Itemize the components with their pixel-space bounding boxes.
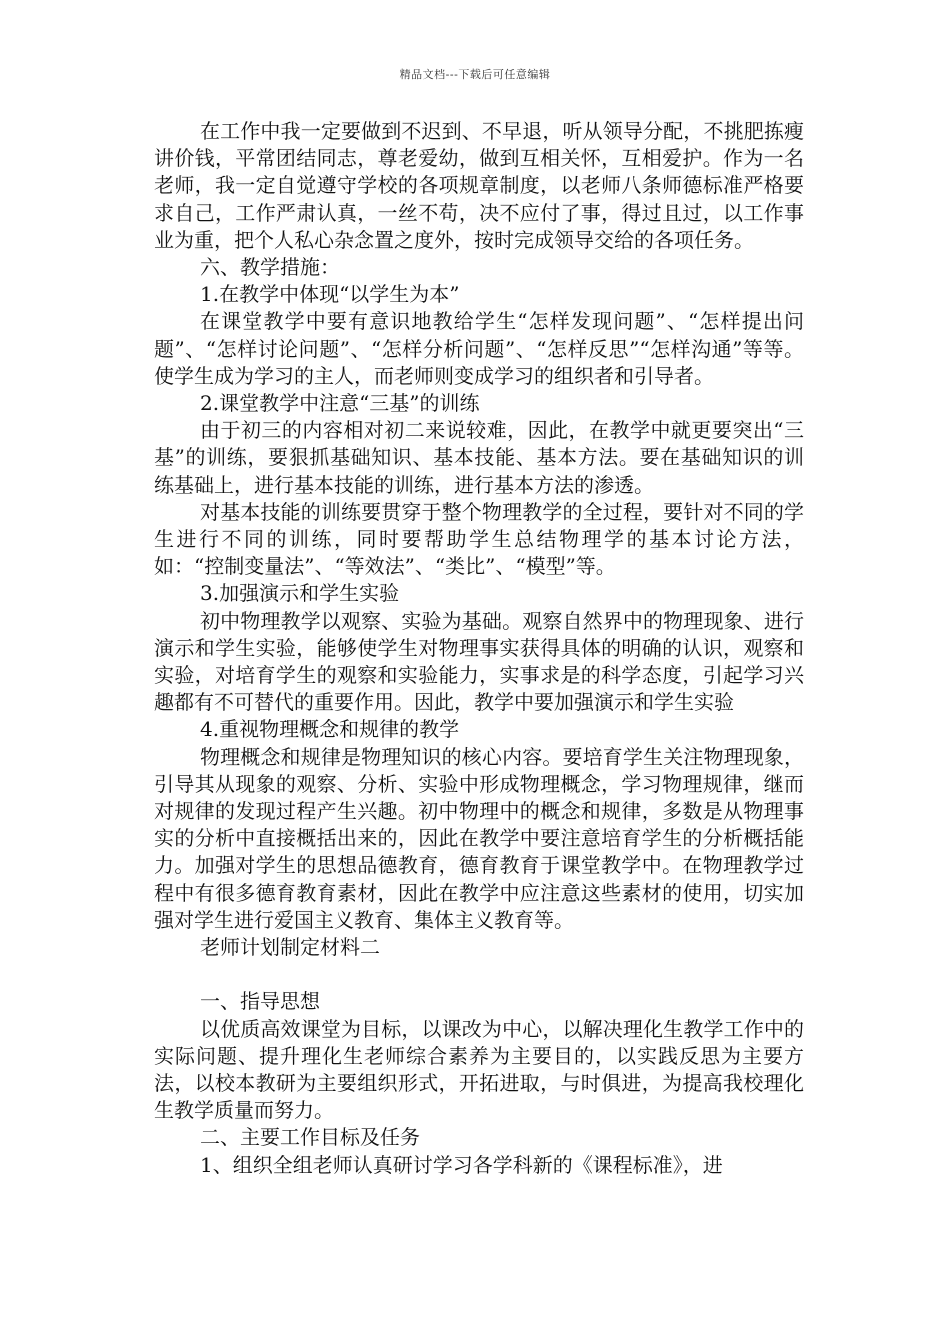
paragraph-basic-skills: 对基本技能的训练要贯穿于整个物理教学的全过程，要针对不同的学生进行不同的训练，同时要帮助学生总结物理学的基本讨论方法，如：“控制变量法”、“等效法”、“类比”、“模型”等。 bbox=[154, 499, 804, 579]
paragraph-three-basics: 由于初三的内容相对初二来说较难，因此，在教学中就更要突出“三基”的训练，要狠抓基础知识、基本技能、基本方法。要在基础知识的训练基础上，进行基本技能的训练，进行基本方法的渗透。 bbox=[154, 418, 804, 497]
subheading-concepts: 4.重视物理概念和规律的教学 bbox=[200, 717, 460, 742]
section-heading-teaching-measures: 六、教学措施： bbox=[200, 255, 340, 280]
paragraph-guiding-ideology: 以优质高效课堂为目标，以课改为中心，以解决理化生教学工作中的实际问题、提升理化生老师综合素养为主要目的，以实践反思为主要方法，以校本教研为主要组织形式，开拓进取，与时俱进，为提高我校理化生教学质量而努力。 bbox=[154, 1016, 804, 1123]
paragraph-concepts: 物理概念和规律是物理知识的核心内容。要培育学生关注物理现象，引导其从现象的观察、分析、实验中形成物理概念，学习物理规律，继而对规律的发现过程产生兴趣。初中物理中的概念和规律，多数是从物理事实的分析中直接概括出来的，因此在教学中要注意培育学生的分析概括能力。加强对学生的思想品德教育，德育教育于课堂教学中。在物理教学过程中有很多德育教育素材，因此在教学中应注意这些素材的使用，切实加强对学生进行爱国主义教育、集体主义教育等。 bbox=[154, 744, 804, 932]
blank-line bbox=[154, 961, 804, 988]
paragraph-student-centered: 在课堂教学中要有意识地教给学生“怎样发现问题”、“怎样提出问题”、“怎样讨论问题”、“怎样分析问题”、“怎样反思”“怎样沟通”等等。使学生成为学习的主人，而老师则变成学习的组织者和引导者。 bbox=[154, 309, 804, 388]
subheading-student-centered: 1.在教学中体现“以学生为本” bbox=[200, 282, 460, 307]
section-heading-goals-tasks: 二、主要工作目标及任务 bbox=[200, 1125, 420, 1150]
section-heading-guiding-ideology: 一、指导思想 bbox=[200, 989, 320, 1014]
document-body bbox=[154, 118, 804, 1179]
page-header: 精品文档---下载后可任意编辑 bbox=[399, 68, 551, 81]
paragraph-goals-tasks: 1、组织全组老师认真研讨学习各学科新的《课程标准》，进 bbox=[200, 1152, 723, 1177]
subheading-three-basics: 2.课堂教学中注意“三基”的训练 bbox=[200, 391, 480, 416]
paragraph-work-attitude: 在工作中我一定要做到不迟到、不早退，听从领导分配，不挑肥拣瘦讲价钱，平常团结同志，尊老爱幼，做到互相关怀，互相爱护。作为一名老师，我一定自觉遵守学校的各项规章制度，以老师八条师德标准严格要求自己，工作严肃认真，一丝不苟，决不应付了事，得过且过，以工作事业为重，把个人私心杂念置之度外，按时完成领导交给的各项任务。 bbox=[154, 119, 804, 252]
subheading-experiments: 3.加强演示和学生实验 bbox=[200, 581, 400, 606]
material-two-title: 老师计划制定材料二 bbox=[200, 935, 380, 960]
paragraph-experiments: 初中物理教学以观察、实验为基础。观察自然界中的物理现象、进行演示和学生实验，能够使学生对物理事实获得具体的明确的认识，观察和实验，对培育学生的观察和实验能力，实事求是的科学态度，引起学习兴趣都有不可替代的重要作用。因此，教学中要加强演示和学生实验 bbox=[154, 608, 804, 715]
